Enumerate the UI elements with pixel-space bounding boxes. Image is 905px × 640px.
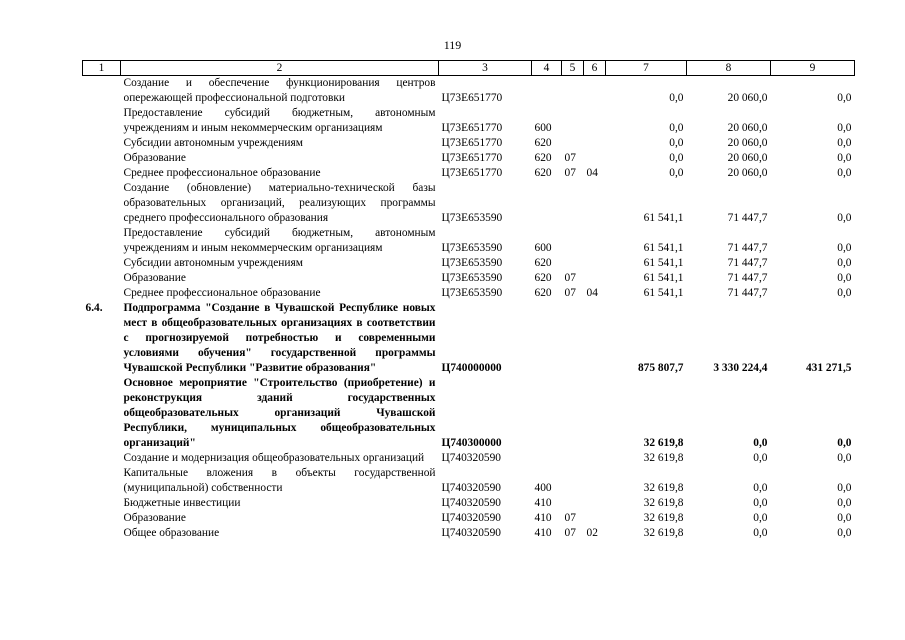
row-col4 — [532, 76, 562, 107]
row-name: Субсидии автономным учреждениям — [123, 137, 303, 149]
row-col6 — [584, 451, 606, 466]
row-col4 — [532, 376, 562, 451]
row-col8: 20 060,0 — [727, 92, 768, 104]
row-col9: 0,0 — [837, 152, 852, 164]
row-col5 — [562, 496, 584, 511]
row-col9: 0,0 — [837, 437, 852, 449]
row-index — [83, 106, 121, 136]
row-col9: 0,0 — [837, 122, 852, 134]
row-col9: 0,0 — [837, 92, 852, 104]
row-col8: 71 447,7 — [727, 212, 768, 224]
row-name: Подпрограмма "Создание в Чувашской Республике новых мест в общеобразовательных организациях в соответствии с прогнозируемой потребностью и современными условиями обучения" государственной программы Чувашской Республики "Развитие образования" — [123, 302, 436, 374]
row-name: Общее образование — [123, 527, 220, 539]
row-col5 — [562, 466, 584, 496]
row-col4: 620 — [534, 272, 552, 284]
row-col7: 61 541,1 — [643, 212, 684, 224]
row-col7: 32 619,8 — [643, 452, 684, 464]
table-row — [83, 76, 855, 107]
row-col6 — [584, 466, 606, 496]
table-row — [83, 136, 855, 151]
row-index — [83, 271, 121, 286]
row-name: Образование — [123, 152, 186, 164]
row-col8: 0,0 — [753, 512, 768, 524]
row-code: Ц73Е653590 — [441, 257, 503, 269]
row-col5: 07 — [564, 287, 576, 299]
row-index — [83, 226, 121, 256]
row-col4: 410 — [534, 527, 552, 539]
table-header-row — [83, 61, 855, 76]
row-col6 — [584, 151, 606, 166]
row-code: Ц73Е651770 — [441, 137, 503, 149]
row-name: Бюджетные инвестиции — [123, 497, 241, 509]
row-col7: 0,0 — [669, 152, 684, 164]
header-cell: 1 — [83, 61, 121, 76]
row-col7: 0,0 — [669, 167, 684, 179]
row-code: Ц740320590 — [441, 452, 501, 464]
row-col6: 04 — [586, 167, 598, 179]
row-name: Образование — [123, 272, 186, 284]
row-index: 6.4. — [85, 302, 103, 314]
row-col7: 61 541,1 — [643, 242, 684, 254]
row-code: Ц73Е651770 — [441, 122, 503, 134]
row-index — [83, 286, 121, 301]
row-code: Ц73Е653590 — [441, 242, 503, 254]
row-index — [83, 466, 121, 496]
row-col7: 875 807,7 — [637, 362, 684, 374]
row-col8: 20 060,0 — [727, 137, 768, 149]
row-name: Основное мероприятие "Строительство (приобретение) и реконструкция зданий государственных общеобразовательных организаций Чувашской Республики, муниципальных общеобразовательных организаций" — [123, 377, 436, 449]
header-cell: 2 — [121, 61, 439, 76]
header-cell: 9 — [771, 61, 855, 76]
row-col5 — [562, 136, 584, 151]
row-col8: 71 447,7 — [727, 272, 768, 284]
row-col5: 07 — [564, 272, 576, 284]
row-col7: 32 619,8 — [643, 482, 684, 494]
row-col9: 0,0 — [837, 272, 852, 284]
row-col7: 0,0 — [669, 137, 684, 149]
row-col9: 0,0 — [837, 242, 852, 254]
header-cell: 8 — [687, 61, 771, 76]
row-col9: 0,0 — [837, 167, 852, 179]
row-col4: 620 — [534, 167, 552, 179]
row-col7: 0,0 — [669, 92, 684, 104]
row-index — [83, 496, 121, 511]
row-col6 — [584, 181, 606, 226]
table-row — [83, 106, 855, 136]
row-code: Ц740320590 — [441, 497, 501, 509]
row-col8: 20 060,0 — [727, 122, 768, 134]
row-index — [83, 451, 121, 466]
row-col5 — [562, 181, 584, 226]
row-index — [83, 526, 121, 541]
header-cell: 4 — [532, 61, 562, 76]
row-col4: 620 — [534, 287, 552, 299]
row-col6 — [584, 256, 606, 271]
row-code: Ц740000000 — [441, 362, 502, 374]
row-code: Ц740320590 — [441, 527, 501, 539]
row-col5 — [562, 376, 584, 451]
row-col5 — [562, 226, 584, 256]
table-row — [83, 151, 855, 166]
row-col5: 07 — [564, 152, 576, 164]
row-col8: 0,0 — [753, 497, 768, 509]
row-col8: 3 330 224,4 — [713, 362, 768, 374]
row-name: Предоставление субсидий бюджетным, автономным учреждениям и иным некоммерческим организациям — [123, 107, 436, 134]
row-col5 — [562, 256, 584, 271]
row-col8: 0,0 — [753, 452, 768, 464]
row-col7: 61 541,1 — [643, 272, 684, 284]
row-index — [83, 76, 121, 107]
row-col6 — [584, 271, 606, 286]
row-name: Создание (обновление) материально-технической базы образовательных организаций, реализующих программы среднего профессионального образования — [123, 182, 436, 224]
row-code: Ц740320590 — [441, 512, 501, 524]
row-col4 — [532, 301, 562, 376]
table-row — [83, 526, 855, 541]
row-name: Среднее профессиональное образование — [123, 287, 321, 299]
row-index — [83, 256, 121, 271]
table-row — [83, 496, 855, 511]
page-number: 119 — [443, 38, 462, 52]
row-index — [83, 136, 121, 151]
row-col6 — [584, 496, 606, 511]
row-col9: 0,0 — [837, 452, 852, 464]
row-col4: 620 — [534, 137, 552, 149]
row-index — [83, 166, 121, 181]
table-row — [83, 166, 855, 181]
row-col5 — [562, 106, 584, 136]
budget-table — [82, 60, 855, 541]
row-col5: 07 — [564, 167, 576, 179]
row-col9: 0,0 — [837, 257, 852, 269]
row-code: Ц73Е653590 — [441, 212, 503, 224]
row-col5 — [562, 76, 584, 107]
row-col7: 61 541,1 — [643, 257, 684, 269]
row-col5: 07 — [564, 512, 576, 524]
row-col5 — [562, 451, 584, 466]
row-col8: 0,0 — [753, 482, 768, 494]
row-index — [83, 181, 121, 226]
row-col4: 600 — [534, 122, 552, 134]
row-col4: 400 — [534, 482, 552, 494]
header-cell: 7 — [606, 61, 687, 76]
row-col9: 0,0 — [837, 212, 852, 224]
table-row — [83, 451, 855, 466]
row-index — [83, 511, 121, 526]
row-name: Среднее профессиональное образование — [123, 167, 321, 179]
row-col5 — [562, 301, 584, 376]
row-col7: 32 619,8 — [643, 527, 684, 539]
row-col8: 20 060,0 — [727, 167, 768, 179]
row-col4: 410 — [534, 512, 552, 524]
row-name: Создание и модернизация общеобразовательных организаций — [123, 452, 425, 464]
row-col7: 32 619,8 — [643, 497, 684, 509]
row-col8: 0,0 — [753, 527, 768, 539]
header-cell: 6 — [584, 61, 606, 76]
row-col6 — [584, 106, 606, 136]
row-col8: 71 447,7 — [727, 242, 768, 254]
row-col7: 32 619,8 — [643, 437, 684, 449]
row-col6 — [584, 376, 606, 451]
table-row — [83, 466, 855, 496]
row-col9: 0,0 — [837, 137, 852, 149]
row-col4 — [532, 181, 562, 226]
row-col8: 0,0 — [753, 437, 768, 449]
table-row — [83, 271, 855, 286]
row-col8: 20 060,0 — [727, 152, 768, 164]
row-col9: 0,0 — [837, 287, 852, 299]
row-col4: 600 — [534, 242, 552, 254]
row-col4 — [532, 451, 562, 466]
row-col6 — [584, 136, 606, 151]
row-code: Ц73Е653590 — [441, 287, 503, 299]
row-col8: 71 447,7 — [727, 287, 768, 299]
row-col4: 410 — [534, 497, 552, 509]
table-row — [83, 511, 855, 526]
row-col6 — [584, 226, 606, 256]
row-index — [83, 376, 121, 451]
table-row — [83, 256, 855, 271]
row-name: Предоставление субсидий бюджетным, автономным учреждениям и иным некоммерческим организациям — [123, 227, 436, 254]
row-code: Ц73Е651770 — [441, 92, 503, 104]
row-col7: 0,0 — [669, 122, 684, 134]
row-code: Ц73Е651770 — [441, 152, 503, 164]
row-col5: 07 — [564, 527, 576, 539]
row-name: Образование — [123, 512, 186, 524]
row-col9: 431 271,5 — [805, 362, 852, 374]
row-col7: 61 541,1 — [643, 287, 684, 299]
table-row — [83, 301, 855, 376]
row-col6: 04 — [586, 287, 598, 299]
row-col4: 620 — [534, 257, 552, 269]
row-col6 — [584, 301, 606, 376]
row-index — [83, 151, 121, 166]
row-col9: 0,0 — [837, 497, 852, 509]
header-cell: 3 — [439, 61, 532, 76]
header-cell: 5 — [562, 61, 584, 76]
table-row — [83, 286, 855, 301]
row-col7: 32 619,8 — [643, 512, 684, 524]
row-col9: 0,0 — [837, 512, 852, 524]
table-row — [83, 226, 855, 256]
row-name: Капитальные вложения в объекты государственной (муниципальной) собственности — [123, 467, 436, 494]
row-code: Ц73Е653590 — [441, 272, 503, 284]
row-col4: 620 — [534, 152, 552, 164]
table-row — [83, 181, 855, 226]
row-name: Субсидии автономным учреждениям — [123, 257, 303, 269]
row-col6: 02 — [586, 527, 598, 539]
row-col9: 0,0 — [837, 527, 852, 539]
row-code: Ц740320590 — [441, 482, 501, 494]
row-col6 — [584, 511, 606, 526]
row-code: Ц73Е651770 — [441, 167, 503, 179]
table-row — [83, 376, 855, 451]
row-col6 — [584, 76, 606, 107]
row-col8: 71 447,7 — [727, 257, 768, 269]
row-name: Создание и обеспечение функционирования центров опережающей профессиональной подготовки — [123, 77, 436, 104]
row-code: Ц740300000 — [441, 437, 502, 449]
row-col9: 0,0 — [837, 482, 852, 494]
